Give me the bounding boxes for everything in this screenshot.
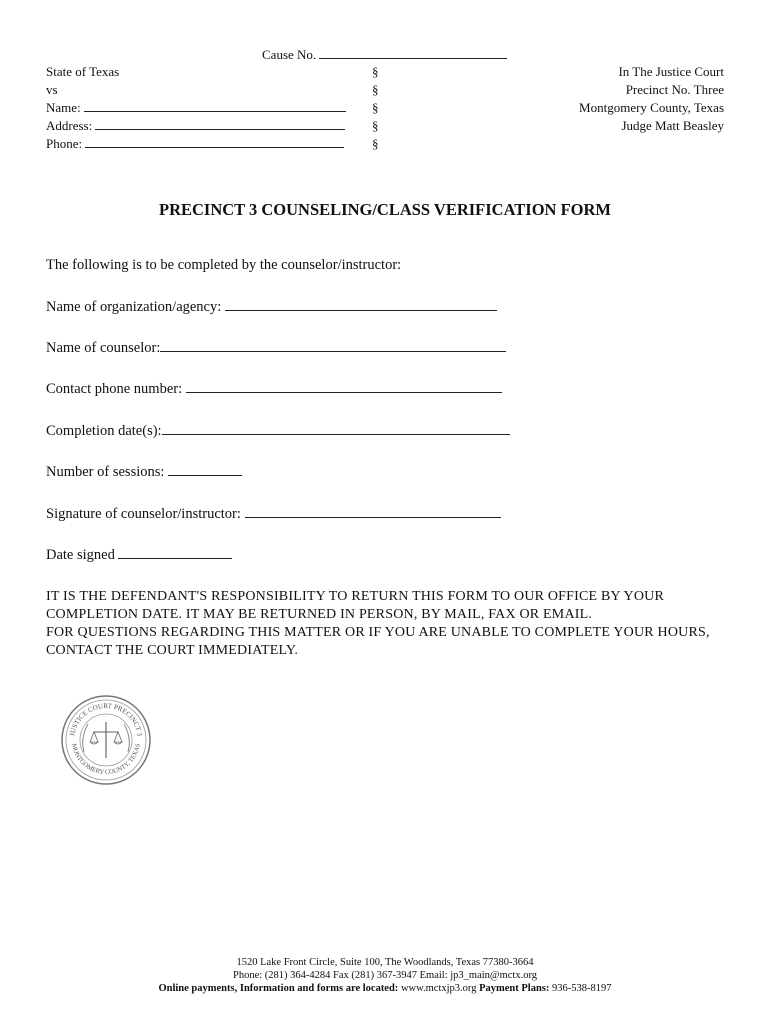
address-field[interactable] (95, 117, 345, 130)
footer-contact: Phone: (281) 364-4284 Fax (281) 367-3947 Email: jp3_main@mctx.org (232, 970, 538, 981)
cause-number-field[interactable] (319, 46, 507, 59)
plans-label: Payment Plans: (479, 983, 550, 994)
organization-field[interactable] (225, 298, 497, 311)
online-label: Online payments, Information and forms are located: (158, 983, 399, 994)
court-block (579, 63, 724, 135)
svg-text:MONTGOMERY COUNTY, TEXAS: MONTGOMERY COUNTY, TEXAS (70, 742, 142, 777)
section-symbol: § (372, 64, 379, 79)
section-symbol: § (372, 136, 379, 151)
notice-line: COMPLETION DATE. IT MAY BE RETURNED IN PERSON, BY MAIL, FAX OR EMAIL. (46, 607, 593, 622)
footer-online (0, 983, 770, 994)
website-link[interactable]: www.mctxjp3.org (400, 983, 477, 994)
state-label: State of Texas (46, 64, 120, 79)
section-symbol: § (372, 82, 379, 97)
phone-field[interactable] (85, 135, 344, 148)
address-label: Address: (46, 118, 93, 133)
date-signed-label: Date signed (46, 547, 115, 563)
section-symbols (372, 63, 379, 153)
date-signed-field[interactable] (118, 546, 232, 559)
sessions-label: Number of sessions: (46, 464, 165, 480)
notice-line: CONTACT THE COURT IMMEDIATELY. (46, 643, 299, 658)
name-label: Name: (46, 100, 81, 115)
sessions-field[interactable] (168, 463, 242, 476)
responsibility-notice (46, 588, 710, 660)
organization-label: Name of organization/agency: (46, 299, 222, 315)
precinct: Precinct No. Three (625, 82, 724, 97)
cause-label: Cause No. (262, 47, 317, 62)
section-symbol: § (372, 118, 379, 133)
footer-address: 1520 Lake Front Circle, Suite 100, The Woodlands, Texas 77380-3664 (236, 957, 534, 968)
phone-label: Phone: (46, 136, 83, 151)
judge: Judge Matt Beasley (621, 118, 724, 133)
court-seal (60, 694, 152, 786)
contact-phone-label: Contact phone number: (46, 381, 183, 397)
contact-phone-field[interactable] (186, 380, 502, 393)
completion-date-field[interactable] (162, 422, 510, 435)
cause-number (262, 46, 507, 64)
county: Montgomery County, Texas (579, 100, 724, 115)
notice-line: IT IS THE DEFENDANT'S RESPONSIBILITY TO RETURN THIS FORM TO OUR OFFICE BY YOUR (46, 589, 664, 604)
section-symbol: § (372, 100, 379, 115)
signature-label: Signature of counselor/instructor: (46, 506, 241, 522)
svg-text:JUSTICE COURT PRECINCT 3: JUSTICE COURT PRECINCT 3 (68, 701, 144, 737)
name-field[interactable] (84, 99, 346, 112)
plans-phone: 936-538-8197 (552, 983, 612, 994)
page-title: PRECINCT 3 COUNSELING/CLASS VERIFICATION FORM (159, 200, 611, 219)
party-block (46, 63, 346, 153)
counselor-label: Name of counselor: (46, 340, 161, 356)
intro-text: The following is to be completed by the counselor/instructor: (46, 257, 402, 273)
court-name: In The Justice Court (618, 64, 724, 79)
counselor-field[interactable] (160, 339, 506, 352)
signature-field[interactable] (245, 505, 501, 518)
completion-date-label: Completion date(s): (46, 423, 162, 439)
vs-label: vs (46, 82, 58, 97)
notice-line: FOR QUESTIONS REGARDING THIS MATTER OR IF YOU ARE UNABLE TO COMPLETE YOUR HOURS, (46, 625, 710, 640)
